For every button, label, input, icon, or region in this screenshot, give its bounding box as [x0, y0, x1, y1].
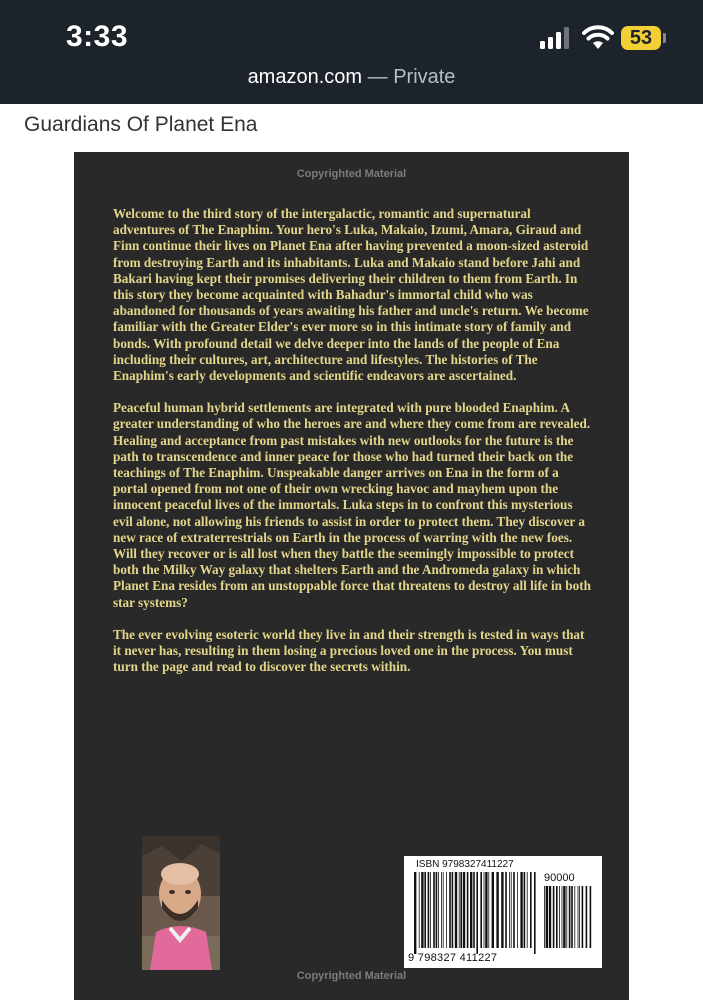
- page-title: Guardians Of Planet Ena: [24, 113, 258, 136]
- isbn-barcode: [404, 856, 602, 968]
- blurb-paragraph: Peaceful human hybrid settlements are integrated with pure blooded Enaphim. A greater understanding of who the heroes are and where they come from are revealed. Healing and acceptance from past mistakes with new outlooks for the future is the path to transcendence and inner peace for those who had turned their back on the teachings of The Enaphim. Unspeakable danger arrives on Ena in the form of a portal opened from not one of their own wrecking havoc and mayhem upon the innocent peaceful lives of the immortals. Luka steps in to confront this mysterious evil alone, not allowing his friends to assist in order to protect them. They discover a new race of extraterrestrials on Earth in the process of warring with the new foes. Will they recover or is all lost when they battle the seemingly impossible to protect both the Milky Way galaxy that shelters Earth and the Andromeda galaxy in which Planet Ena resides from an unstoppable force that threatens to destroy all life in both star systems?: [113, 400, 591, 610]
- ean-digits: 9 798327 411227: [408, 952, 498, 964]
- addon-barcode-bars: [544, 886, 594, 954]
- battery-indicator: [621, 26, 661, 50]
- book-back-cover[interactable]: [74, 152, 629, 1000]
- book-blurb: [113, 206, 593, 691]
- ean-barcode-bars: [414, 872, 538, 954]
- copyright-notice-top: Copyrighted Material: [296, 168, 407, 180]
- url-separator: —: [367, 66, 388, 88]
- author-photo: [142, 836, 220, 970]
- battery-tip: [663, 33, 666, 43]
- status-bar: [0, 0, 703, 104]
- blurb-paragraph: Welcome to the third story of the intergalactic, romantic and supernatural adventures of The Enaphim. Your hero's Luka, Makaio, Izumi, Amara, Giraud and Finn continue their lives on Planet Ena after having prevented a moon-sized asteroid from destroying Earth and its inhabitants. Luka and Makaio stand before Jahi and Bakari having kept their promises delivering their children to them from Earth. In this story they become acquainted with Bahadur's immortal child who was abandoned for thousands of years awaiting his father and uncle's return. We become familiar with the Greater Elder's ever more so in this intimate story of family and bonds. With profound detail we delve deeper into the lands of the people of Ena including their cultures, art, architecture and lifestyles. The histories of The Enaphim's early developments and scientific endeavors are ascertained.: [113, 206, 589, 384]
- copyright-notice-bottom: Copyrighted Material: [296, 970, 407, 982]
- private-mode-label: Private: [393, 66, 456, 88]
- address-bar[interactable]: [0, 66, 703, 89]
- price-code: 90000: [544, 872, 575, 884]
- battery-level: 53: [629, 27, 653, 49]
- url-domain: amazon.com: [247, 66, 363, 88]
- cellular-signal-icon: [540, 27, 574, 49]
- wifi-icon: [582, 24, 614, 50]
- isbn-label: ISBN 9798327411227: [416, 859, 514, 870]
- blurb-paragraph: The ever evolving esoteric world they live in and their strength is tested in ways that it never has, resulting in them losing a precious loved one in the process. You must turn the page and read to discover the secrets within.: [113, 626, 585, 675]
- clock-time: 3:33: [66, 20, 129, 53]
